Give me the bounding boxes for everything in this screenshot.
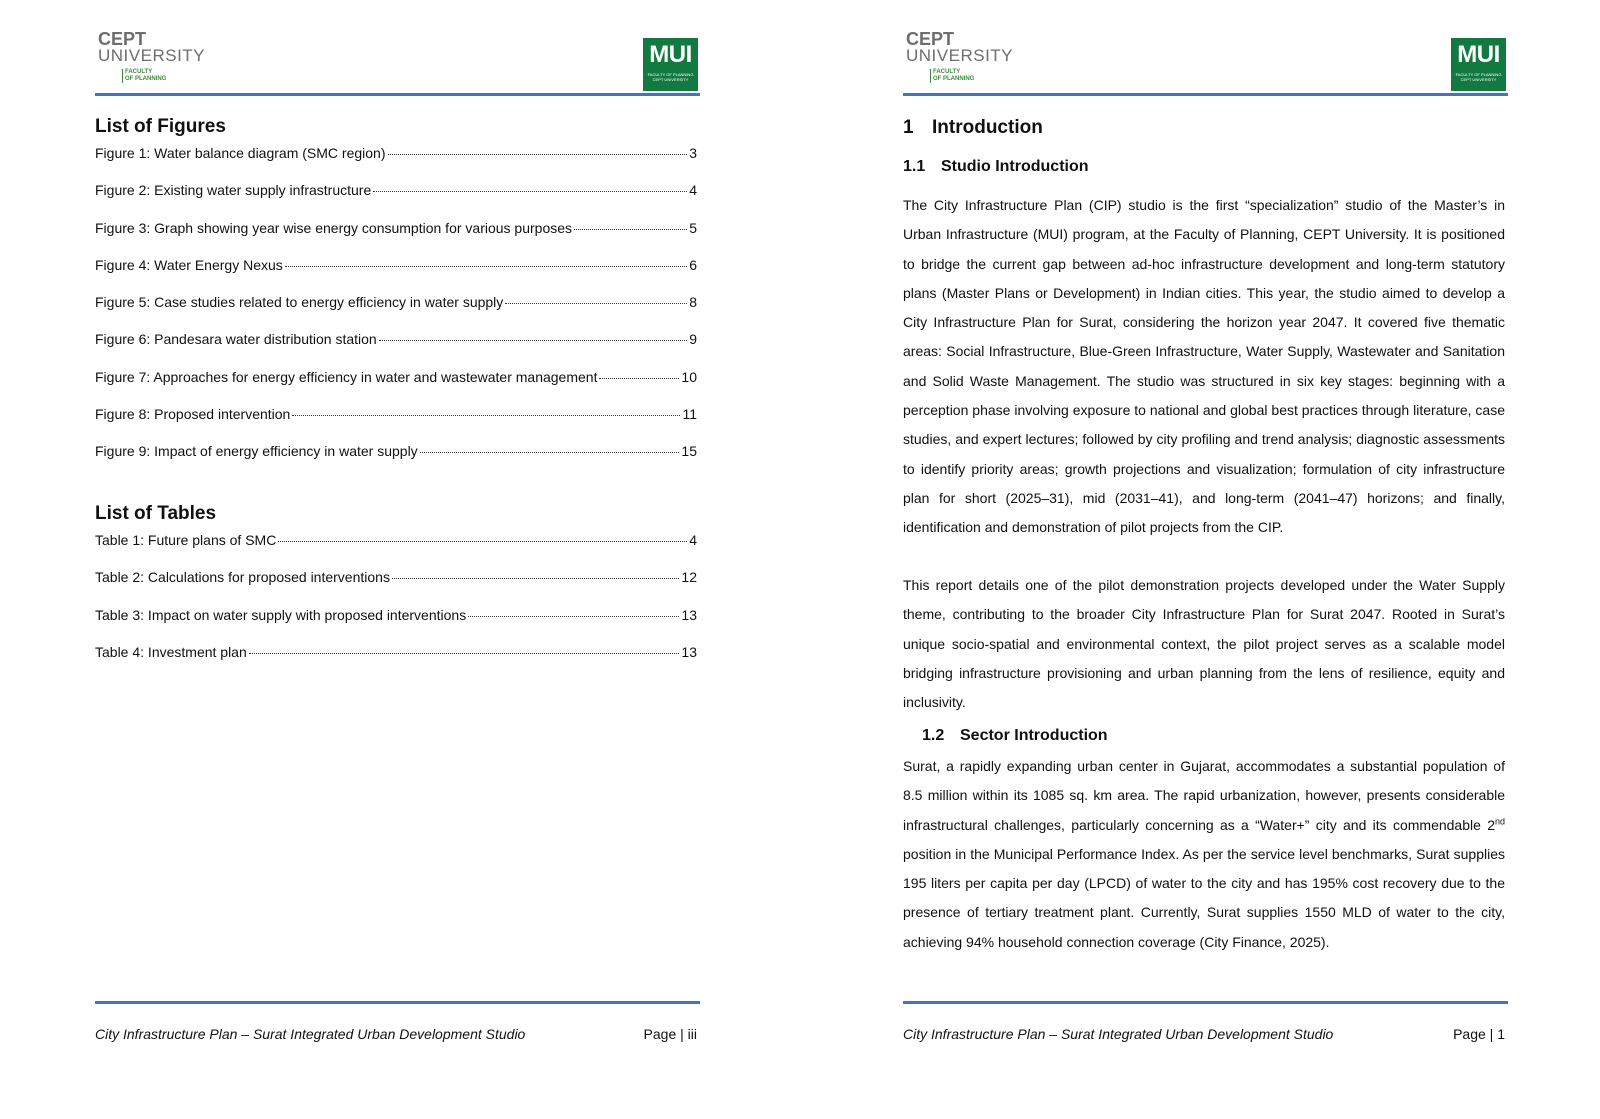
table-entry-title: Table 4: Investment plan: [95, 643, 247, 660]
figure-entry-page-number: 9: [689, 331, 697, 348]
figure-entry[interactable]: [95, 182, 697, 219]
dot-leader: [249, 653, 680, 654]
section-title: Sector Introduction: [960, 727, 1108, 744]
cept-university-logo: [906, 29, 1014, 82]
page-number: Page | iii: [643, 1026, 697, 1042]
figure-entry-page-number: 6: [689, 256, 697, 273]
mui-logo-sub2: CEPT UNIVERSITY: [1460, 77, 1497, 82]
table-entry-page-number: 13: [681, 606, 697, 623]
figure-entry-page-number: 8: [689, 294, 697, 311]
mui-logo-sub: FACULTY OF PLANNING: [647, 72, 694, 77]
logo-university-text: UNIVERSITY: [906, 46, 1014, 65]
table-entry[interactable]: [95, 532, 697, 569]
dot-leader: [278, 541, 687, 542]
mui-logo-text: MUI: [1457, 41, 1500, 68]
chapter-title: Introduction: [932, 117, 1043, 138]
footer: [903, 1026, 1505, 1042]
chapter-heading: [903, 117, 1043, 139]
mui-logo: [1451, 38, 1506, 91]
figure-entry[interactable]: [95, 220, 697, 257]
figure-entry-title: Figure 6: Pandesara water distribution station: [95, 331, 377, 348]
footer-title: City Infrastructure Plan – Surat Integrated Urban Development Studio: [95, 1026, 526, 1042]
page-number: Page | 1: [1453, 1026, 1505, 1042]
table-entry-page-number: 4: [689, 532, 697, 548]
logo-cept-text: CEPT: [906, 29, 955, 49]
figure-entry-page-number: 3: [689, 145, 697, 161]
figure-entry[interactable]: [95, 145, 697, 182]
table-entry-page-number: 13: [681, 643, 697, 660]
figure-entry-title: Figure 5: Case studies related to energy efficiency in water supply: [95, 294, 504, 311]
logo-faculty-text: FACULTY OF PLANNING: [930, 69, 974, 83]
sector-intro-paragraph: [903, 752, 1505, 957]
figure-entry[interactable]: [95, 294, 697, 331]
table-entry[interactable]: [95, 569, 697, 606]
figure-entry-title: Figure 9: Impact of energy efficiency in water supply: [95, 443, 418, 460]
dot-leader: [292, 415, 680, 416]
section-number: 1.1: [903, 158, 926, 175]
dot-leader: [574, 229, 687, 230]
sector-text-b: position in the Municipal Performance Index. As per the service level benchmarks, Surat supplies 195 liters per capita per day (LPCD) of water to the city and has 195% cost recovery due to the presence of tertiary treatment plant. Currently, Surat supplies 1550 MLD of water to the city, achieving 94% household connection coverage (City Finance, 2025).: [903, 845, 1505, 950]
dot-leader: [505, 303, 687, 304]
mui-logo-sub: FACULTY OF PLANNING: [1455, 72, 1502, 77]
footer-title: City Infrastructure Plan – Surat Integrated Urban Development Studio: [903, 1026, 1334, 1042]
footer-rule: [95, 1001, 700, 1004]
studio-intro-paragraph: The City Infrastructure Plan (CIP) studio is the first “specialization” studio of the Master’s in Urban Infrastructure (MUI) program, at the Faculty of Planning, CEPT University. It is positioned to bridge the current gap between ad-hoc infrastructure development and long-term statutory plans (Master Plans or Development) in Indian cities. This year, the studio aimed to develop a City Infrastructure Plan for Surat, considering the horizon year 2047. It covered five thematic areas: Social Infrastructure, Blue-Green Infrastructure, Water Supply, Wastewater and Sanitation and Solid Waste Management. The studio was structured in six key stages: beginning with a perception phase involving exposure to national and global best practices through literature, case studies, and expert lectures; followed by city profiling and trend analysis; diagnostic assessments to identify priority areas; growth projections and visualization; formulation of city infrastructure plan for short (2025–31), mid (2031–41), and long-term (2041–47) horizons; and finally, identification and demonstration of pilot projects from the CIP.: [903, 197, 1505, 536]
list-of-figures-heading: List of Figures: [95, 116, 226, 137]
figure-entry-title: Figure 8: Proposed intervention: [95, 406, 291, 423]
header-rule: [95, 93, 700, 96]
dot-leader: [379, 340, 687, 341]
figure-entry-page-number: 10: [681, 368, 697, 385]
figure-entry-page-number: 15: [681, 443, 697, 460]
list-of-tables-heading: List of Tables: [95, 503, 217, 524]
mui-logo-sub2: CEPT UNIVERSITY: [652, 77, 689, 82]
figure-entry-page-number: 11: [682, 406, 697, 423]
logo-faculty-text: FACULTY OF PLANNING: [122, 69, 166, 83]
cept-university-logo: [98, 29, 206, 82]
table-entry[interactable]: [95, 607, 697, 644]
figures-list: [95, 145, 697, 481]
figure-entry-page-number: 4: [689, 182, 697, 199]
figure-entry-title: Figure 1: Water balance diagram (SMC region): [95, 145, 386, 161]
figure-entry-title: Figure 2: Existing water supply infrastructure: [95, 182, 372, 199]
dot-leader: [392, 578, 679, 579]
dot-leader: [599, 378, 679, 379]
dot-leader: [373, 191, 687, 192]
table-entry-title: Table 1: Future plans of SMC: [95, 532, 277, 548]
section-1-1-heading: [903, 158, 1089, 176]
section-number: 1.2: [922, 727, 945, 744]
table-entry[interactable]: [95, 644, 697, 681]
figure-entry[interactable]: [95, 406, 697, 443]
figure-entry-page-number: 5: [689, 219, 697, 236]
right-page: [808, 0, 1600, 1119]
figure-entry-title: Figure 7: Approaches for energy efficiency in water and wastewater management: [95, 368, 598, 385]
chapter-number: 1: [903, 117, 914, 138]
table-entry-page-number: 12: [681, 569, 697, 586]
footer: [95, 1026, 697, 1042]
table-entry-title: Table 2: Calculations for proposed interventions: [95, 569, 390, 586]
sector-text-a: Surat, a rapidly expanding urban center in Gujarat, accommodates a substantial population of 8.5 million within its 1085 sq. km area. The rapid urbanization, however, presents considerable infrastructural challenges, particularly concerning as a “Water+” city and its commendable 2: [903, 758, 1505, 833]
ordinal-suffix: nd: [1494, 815, 1505, 826]
figure-entry[interactable]: [95, 443, 697, 480]
section-1-2-heading: [922, 727, 1108, 745]
figure-entry[interactable]: [95, 257, 697, 294]
mui-logo: [643, 38, 698, 91]
table-entry-title: Table 3: Impact on water supply with proposed interventions: [95, 606, 467, 623]
figure-entry[interactable]: [95, 369, 697, 406]
tables-list: [95, 532, 697, 681]
figure-entry[interactable]: [95, 331, 697, 368]
figure-entry-title: Figure 3: Graph showing year wise energy consumption for various purposes: [95, 219, 573, 236]
logo-cept-text: CEPT: [98, 29, 147, 49]
footer-rule: [903, 1001, 1508, 1004]
dot-leader: [285, 266, 687, 267]
logo-university-text: UNIVERSITY: [98, 46, 206, 65]
pilot-project-paragraph: This report details one of the pilot demonstration projects developed under the Water Supply theme, contributing to the broader City Infrastructure Plan for Surat 2047. Rooted in Surat’s unique socio-spatial and environmental context, the pilot project serves as a scalable model bridging infrastructure provisioning and urban planning from the lens of resilience, equity and inclusivity.: [903, 577, 1505, 711]
section-title: Studio Introduction: [941, 158, 1089, 175]
header-rule: [903, 93, 1508, 96]
dot-leader: [420, 452, 680, 453]
dot-leader: [468, 616, 679, 617]
figure-entry-title: Figure 4: Water Energy Nexus: [95, 256, 283, 273]
dot-leader: [388, 154, 688, 155]
mui-logo-text: MUI: [649, 41, 692, 68]
